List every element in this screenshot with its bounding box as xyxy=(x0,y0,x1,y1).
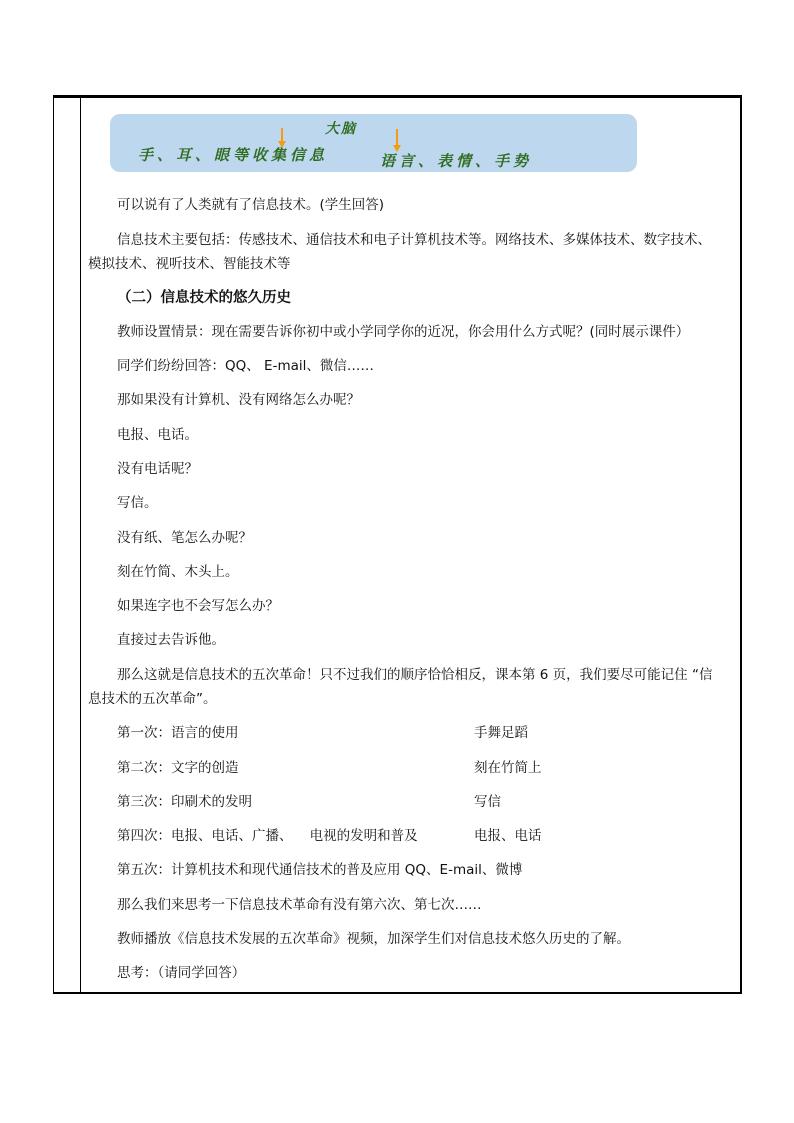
revolution-item: 第三次：印刷术的发明 xyxy=(117,794,252,810)
revolution-example: 手舞足蹈 xyxy=(474,725,528,741)
paragraph: 同学们纷纷回答：QQ、 E-mail、微信…… xyxy=(117,358,374,374)
banner-collect-label: 手、耳、眼等收集信息 xyxy=(138,146,329,164)
table-column-divider xyxy=(80,96,81,994)
paragraph: 那么我们来思考一下信息技术革命有没有第六次、第七次…… xyxy=(117,897,482,913)
paragraph: 没有纸、笔怎么办呢？ xyxy=(117,530,252,546)
revolution-example: 写信 xyxy=(474,794,501,810)
paragraph: 思考：（请同学回答） xyxy=(117,965,246,981)
paragraph: 教师设置情景：现在需要告诉你初中或小学同学你的近况，你会用什么方式呢？(同时展示课件） xyxy=(117,324,690,340)
revolution-example: 刻在竹简上 xyxy=(474,760,542,776)
paragraph: 模拟技术、视听技术、智能技术等 xyxy=(88,256,291,272)
arrow-down-icon xyxy=(396,129,398,146)
revolution-item: 第四次：电报、电话、广播、 电视的发明和普及 xyxy=(117,828,418,844)
paragraph: 刻在竹简、木头上。 xyxy=(117,564,239,580)
paragraph: 那么这就是信息技术的五次革命！只不过我们的顺序恰恰相反，课本第 6 页，我们要尽可能记住 “信 xyxy=(117,667,713,683)
banner-brain-label: 大脑 xyxy=(325,121,357,137)
revolution-example: 电报、电话 xyxy=(474,828,542,844)
paragraph: 那如果没有计算机、没有网络怎么办呢？ xyxy=(117,392,360,408)
paragraph: 没有电话呢？ xyxy=(117,461,198,477)
section-heading: （二）信息技术的悠久历史 xyxy=(117,290,291,306)
paragraph: 如果连字也不会写怎么办？ xyxy=(117,598,279,614)
paragraph: 直接过去告诉他。 xyxy=(117,632,225,648)
paragraph: 教师播放《信息技术发展的五次革命》视频，加深学生们对信息技术悠久历史的了解。 xyxy=(117,931,630,947)
table-right-border xyxy=(740,96,742,994)
revolution-item: 第一次：语言的使用 xyxy=(117,725,239,741)
paragraph: 写信。 xyxy=(117,495,158,511)
arrow-down-icon xyxy=(281,128,283,142)
paragraph: 可以说有了人类就有了信息技术。(学生回答) xyxy=(117,197,385,213)
banner-express-label: 语言、表情、手势 xyxy=(380,152,533,170)
revolution-item: 第五次：计算机技术和现代通信技术的普及应用 QQ、E-mail、微博 xyxy=(117,862,523,878)
table-bottom-border xyxy=(53,992,742,994)
table-top-border xyxy=(53,95,742,98)
paragraph: 电报、电话。 xyxy=(117,427,198,443)
revolution-item: 第二次：文字的创造 xyxy=(117,760,239,776)
paragraph: 息技术的五次革命”。 xyxy=(88,691,217,707)
paragraph: 信息技术主要包括：传感技术、通信技术和电子计算机技术等。网络技术、多媒体技术、数字技术、 xyxy=(117,232,711,248)
